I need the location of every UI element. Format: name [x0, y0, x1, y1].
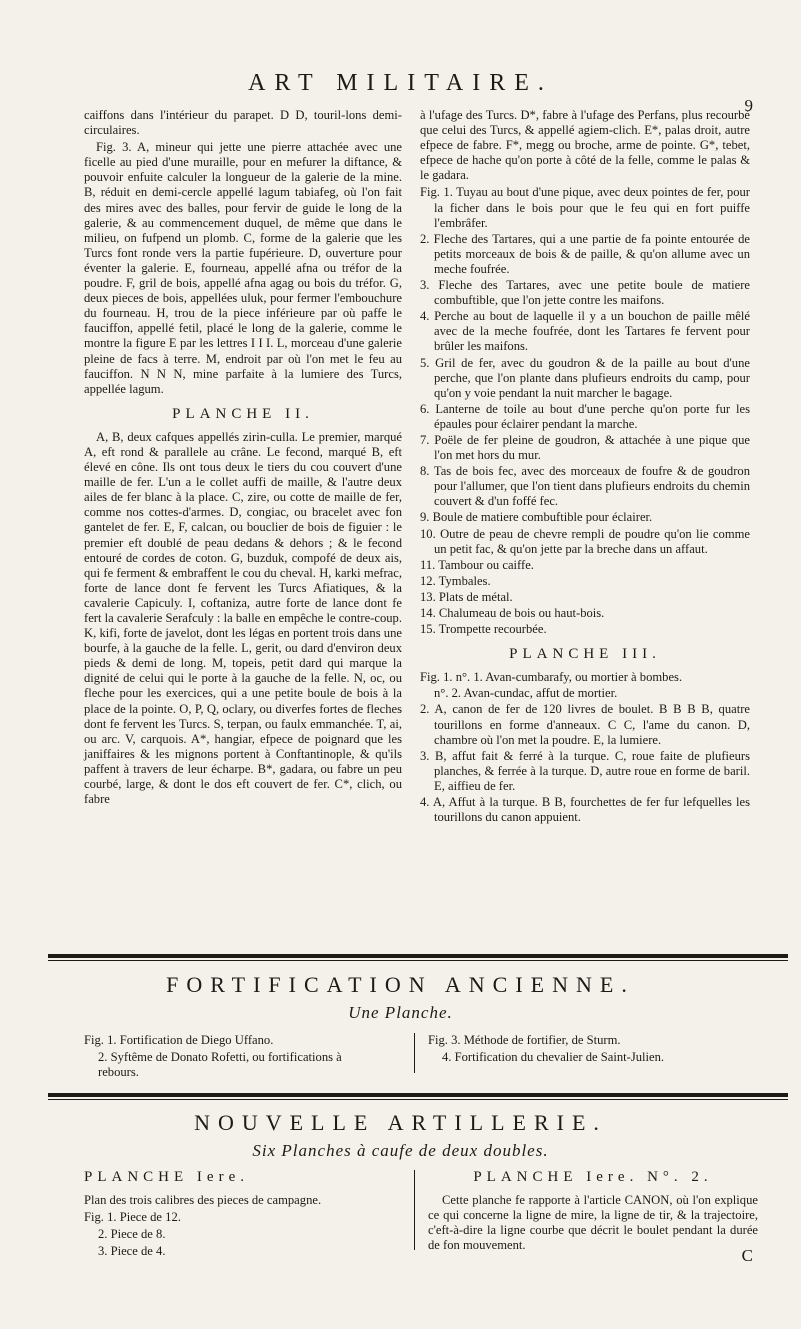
list-item: Fig. 1. n°. 1. Avan-cumbarafy, ou mortier à bombes.: [420, 670, 683, 685]
plate-heading: PLANCHE Iere.: [84, 1169, 249, 1185]
list-item: 11. Tambour ou caiffe.: [420, 557, 534, 572]
list-item: 3. Piece de 4.: [98, 1244, 166, 1258]
section-rule: [48, 1093, 788, 1097]
paragraph: caiffons dans l'intérieur du parapet. D D, touril-lons demi-circulaires.: [84, 108, 402, 138]
list-item: 4. A, Affut à la turque. B B, fourchettes de fer fur lefquelles les tourillons du canon appuient.: [420, 795, 750, 825]
fortification-left: [84, 1033, 384, 1082]
plate-heading: PLANCHE Iere. N°. 2.: [473, 1169, 713, 1185]
right-column: [420, 108, 750, 826]
paragraph: à l'ufage des Turcs. D*, fabre à l'ufage des Perfans, plus recourbé que celui des Turcs, & appellé agiem-clich. E*, palas droit, autre efpece de fabre. F*, megg ou broche, arme de pointe. G*, tebet, efpece de hache qu'on porte à côté de la felle, comme le palas & le gadara.: [420, 108, 750, 183]
list-item: 5. Gril de fer, avec du goudron & de la paille au bout d'une perche, que l'on plante dans plufieurs endroits du camp, pour qu'on y voie pendant la nuit marcher le bagage.: [420, 355, 750, 400]
list-item: 15. Trompette recourbée.: [420, 622, 547, 637]
list-item: 7. Poële de fer pleine de goudron, & attachée à une pique que l'on met hors du mur.: [420, 432, 750, 463]
section-subtitle: Une Planche.: [348, 1003, 453, 1022]
list-item: 8. Tas de bois fec, avec des morceaux de foufre & de goudron pour l'allumer, que l'on tient dans plufieurs endroits du chemin couvert & d'un foffé fec.: [420, 464, 750, 509]
left-column: [84, 108, 402, 809]
list-item: 2. Syftême de Donato Rofetti, ou fortifications à rebours.: [98, 1050, 342, 1079]
list-item: 6. Lanterne de toile au bout d'une perche qu'on porte fur les épaules pour éclairer pendant la marche.: [420, 401, 750, 431]
list-item: 14. Chalumeau de bois ou haut-bois.: [420, 606, 605, 620]
fortification-right: [428, 1033, 758, 1067]
plate-heading: PLANCHE III.: [509, 646, 661, 663]
section-subtitle: Six Planches à caufe de deux doubles.: [252, 1141, 549, 1160]
artillerie-left: [84, 1170, 404, 1261]
list-item: 12. Tymbales.: [420, 573, 491, 588]
list-item: 4. Perche au bout de laquelle il y a un bouchon de paille mêlé avec de la meche foufrée, dont les Tartares fe fervent pour brûler les maifons.: [420, 309, 750, 354]
signature-mark: C: [741, 1246, 753, 1265]
list-item: 3. B, affut fait & ferré à la turque. C, roue faite de plufieurs planches, & ferrée à la turque. D, autre roue en forme de baril. E, aiffieu de fer.: [420, 748, 750, 793]
list-item: 2. Fleche des Tartares, qui a une partie de fa pointe entourée de petits morceaux de bois & de paille, & qu'on allume avec un meche foufrée.: [420, 231, 750, 276]
artillerie-right: [428, 1170, 758, 1255]
list-item: 2. Piece de 8.: [98, 1227, 166, 1241]
list-item: 10. Outre de peau de chevre rempli de poudre qu'on lie comme un petit fac, & qu'on jette par la breche dans un affaut.: [420, 526, 750, 556]
list-item: 3. Fleche des Tartares, avec une petite boule de matiere combuftible, que l'on jette contre les maifons.: [420, 278, 750, 308]
list-item: Fig. 1. Piece de 12.: [84, 1210, 181, 1224]
list-item: Fig. 3. Méthode de fortifier, de Sturm.: [428, 1033, 621, 1047]
section-title: FORTIFICATION ANCIENNE.: [166, 972, 635, 997]
paragraph: A, B, deux cafques appellés zirin-culla. Le premier, marqué A, eft rond & parallele au crâne. Le fecond, marqué B, eft élevé en cône. Ils ont tous deux le tiers du cou couvert d'une maille de fer. L'un a le collet auffi de maille, & l'autre deux ailes de fer blanc à la place. C, zire, ou cotte de maille de fer, comme nos cottes-d'armes. D, congiac, ou bracelet avec fon gantelet de fer. E, F, calcan, ou bouclier de bois de figuier : le premier eft doublé de peau dedans & dehors ; & le fecond entouré de cordes de coton. G, buzduk, compofé de deux ais, qui fe ferment & embraffent le cou du cheval. H, karki mefrac, forte de lance dont fe fervent les Turcs Afiatiques, & la cavalerie Capiculy. I, coftaniza, autre forte de lance dont fe fert la cavalerie Serafculy : la balle en empêche le contre-coup. K, kifi, forte de javelot, dont les légas en portent trois dans une bourfe, à la gauche de la felle. L, gerit, ou dard d'environ deux pieds & demi de long. M, topeis, petit dard qui marque la dignité de celui qui le porte à la gauche de la felle. N, oc, ou fleche pour les exercices, qui a une petite boule de bois à la place de la pointe. O, P, Q, oclary, ou diverfes fortes de fleches dont fe fervent les Turcs. S, terpan, ou faulx emmanchée. T, ai, ou arc. V, carquois. A*, hangiar, efpece de poignard que les janiffaires & les mignons portent à Conftantinople, & qu'ils paffent à travers de leur écharpe. B*, gadara, ou fabre un peu courbé, large, & dont le dos eft couvert de fer. C*, clich, ou fabre: [84, 429, 402, 807]
section-rule: [48, 960, 788, 961]
list-item: 4. Fortification du chevalier de Saint-Julien.: [442, 1050, 665, 1064]
section-rule: [48, 1099, 788, 1100]
column-divider: [414, 1033, 415, 1073]
column-divider: [414, 1170, 415, 1250]
running-title: ART MILITAIRE.: [248, 70, 553, 96]
list-item: 13. Plats de métal.: [420, 589, 513, 604]
list-item: 9. Boule de matiere combuftible pour éclairer.: [420, 510, 653, 525]
list-item: n°. 2. Avan-cundac, affut de mortier.: [434, 686, 618, 701]
list-item: 2. A, canon de fer de 120 livres de boulet. B B B B, quatre tourillons en forme d'anneaux. C C, l'ame du canon. D, chambre où l'on met la poudre. E, la lumiere.: [420, 702, 750, 747]
list-item: Plan des trois calibres des pieces de campagne.: [84, 1193, 322, 1207]
list-item: Fig. 1. Tuyau au bout d'une pique, avec deux pointes de fer, pour la ficher dans le bois pour que le feu qui en fort puiffe l'embrâfer.: [420, 185, 750, 230]
section-title: NOUVELLE ARTILLERIE.: [194, 1110, 607, 1135]
page-number: 9: [744, 96, 753, 115]
plate-heading: PLANCHE II.: [172, 405, 314, 422]
paragraph: Cette planche fe rapporte à l'article CANON, où l'on explique ce qui concerne la ligne de mire, la ligne de tir, & la trajectoire, c'eft-à-dire la ligne courbe que décrit le boulet pendant la durée de fon mouvement.: [428, 1193, 758, 1252]
section-rule: [48, 954, 788, 958]
list-item: Fig. 1. Fortification de Diego Uffano.: [84, 1033, 274, 1047]
paragraph: Fig. 3. A, mineur qui jette une pierre attachée avec une ficelle au pied d'une muraille, pour en mefurer la diftance, & pouvoir enfuite calculer la longueur de la galerie de la mine. B, réduit en demi-cercle appellé lagum tabiafeg, où l'on fait des mires avec des balles, pour fervir de guide le long de la galerie, & au commencement duquel, de même que dans le milieu, on fufpend un plomb. C, forme de la galerie que les Turcs font ronde vers la partie fupérieure. D, ouverture pour éventer la galerie. E, fourneau, appellé afna ou tréfor de la poudre. F, gril de bois, appellé afna agag ou bois du tréfor. G, deux pieces de bois, appellées uluk, pour fermer l'embouchure du fourneau. H, trou de la piece inférieure par où paffe le fauciffon, appellé fetil, placé le long de la galerie, comme le montre la figure E par les lettres I I I. L, morceau d'une galerie pleine de facs à terre. M, endroit par où l'on met le feu au fauciffon. N N N, mine parfaite à la lumiere des Turcs, appellée lagum.: [84, 140, 402, 396]
